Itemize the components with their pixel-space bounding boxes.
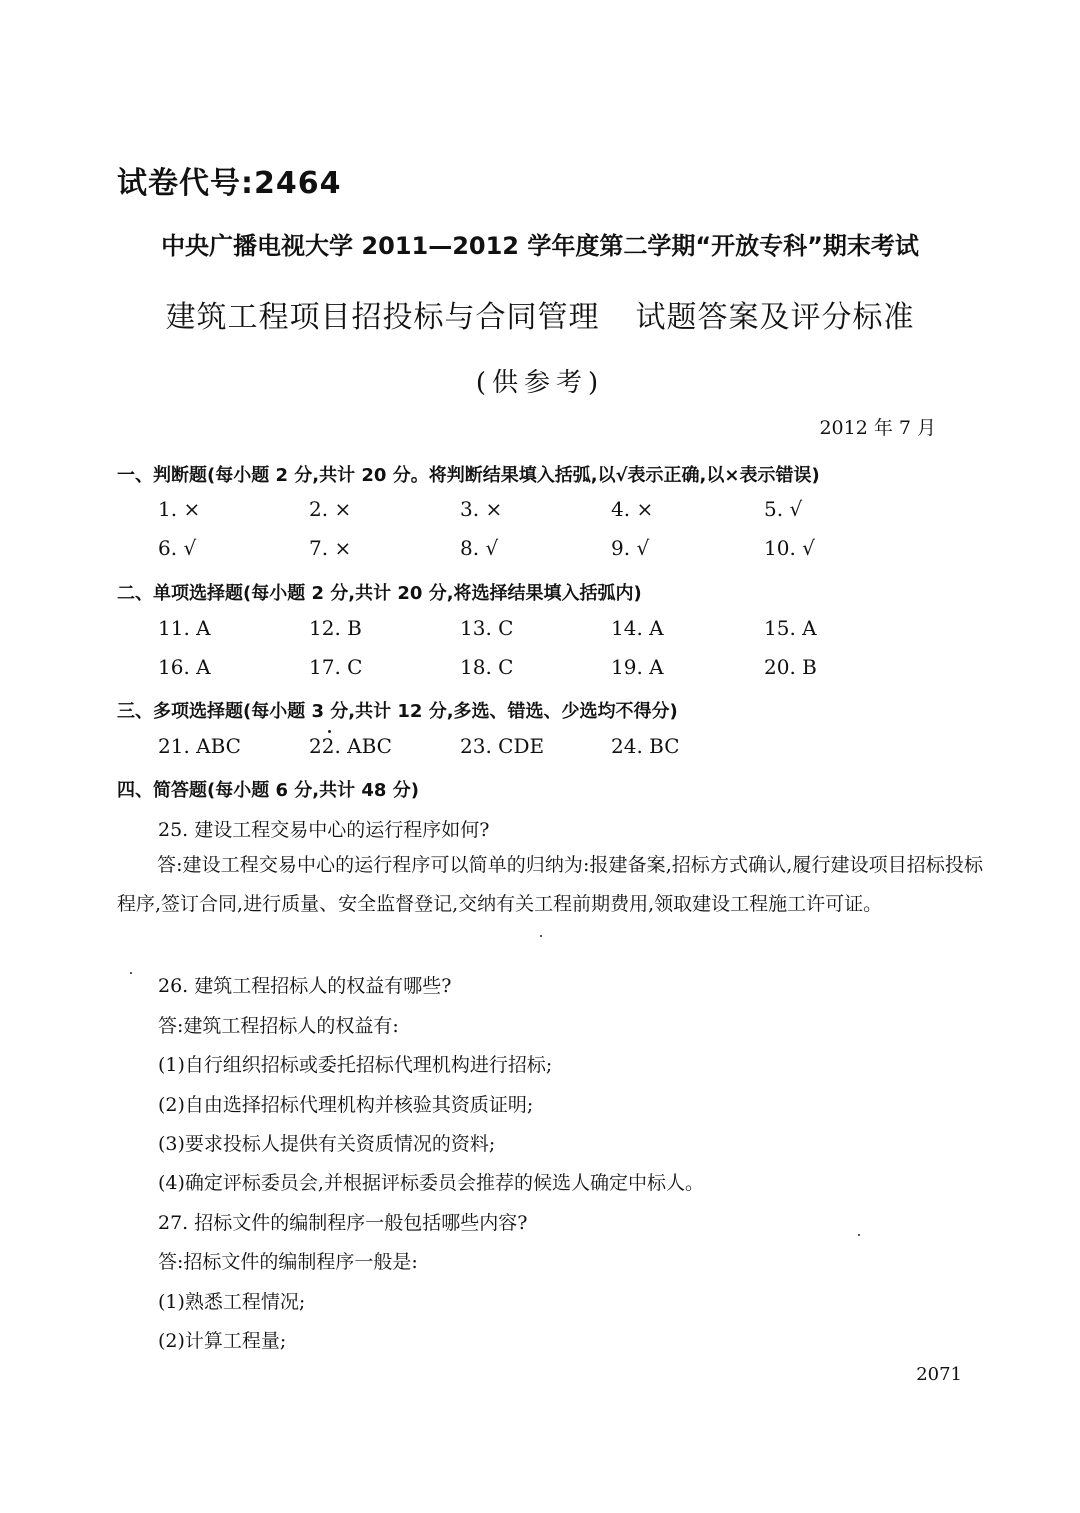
- answer-item: 2. ×: [309, 497, 352, 521]
- paper-code: 试卷代号:2464: [117, 166, 342, 201]
- answer-item: 5. √: [764, 497, 803, 521]
- course-title-line: [0, 292, 1080, 336]
- section-4-heading: 四、简答题(每小题 6 分,共计 48 分): [117, 780, 419, 801]
- question-26: 26. 建筑工程招标人的权益有哪些?: [158, 975, 452, 997]
- scan-speck: [328, 730, 331, 733]
- scan-speck: [858, 1234, 860, 1236]
- answer-25: 答:建设工程交易中心的运行程序可以简单的归纳为:报建备案,招标方式确认,履行建设项目招标投标程序,签订合同,进行质量、安全监督登记,交纳有关工程前期费用,领取建设工程施工许可证。: [117, 854, 983, 915]
- section-2-heading: 二、单项选择题(每小题 2 分,共计 20 分,将选择结果填入括弧内): [117, 583, 642, 604]
- answer-item: 19. A: [611, 655, 664, 679]
- answer-item: 13. C: [460, 616, 514, 640]
- page-number: 2071: [916, 1364, 962, 1385]
- course-title: 建筑工程项目招投标与合同管理: [165, 300, 600, 335]
- section-1-answers-row-2: [158, 536, 918, 564]
- answer-item: 16. A: [158, 655, 211, 679]
- section-3-answers-row-1: [158, 734, 918, 762]
- section-1-heading: 一、判断题(每小题 2 分,共计 20 分。将判断结果填入括弧,以√表示正确,以×表示错误): [117, 465, 820, 486]
- answer-item: 24. BC: [611, 734, 680, 758]
- answer-item: 23. CDE: [460, 734, 545, 758]
- answer-26-intro: 答:建筑工程招标人的权益有:: [158, 1015, 399, 1037]
- exam-date: 2012 年 7 月: [819, 417, 936, 439]
- scan-speck: [130, 972, 132, 974]
- answer-27-item: (1)熟悉工程情况;: [158, 1291, 306, 1313]
- section-2-answers-row-2: [158, 655, 918, 683]
- question-27: 27. 招标文件的编制程序一般包括哪些内容?: [158, 1212, 528, 1234]
- answer-item: 17. C: [309, 655, 363, 679]
- document-title: 试题答案及评分标准: [635, 300, 915, 335]
- section-1-answers-row-1: [158, 497, 918, 525]
- answer-item: 9. √: [611, 536, 650, 560]
- answer-item: 7. ×: [309, 536, 352, 560]
- answer-item: 14. A: [611, 616, 664, 640]
- answer-item: 12. B: [309, 616, 362, 640]
- answer-26-item: (2)自由选择招标代理机构并核验其资质证明;: [158, 1094, 534, 1116]
- school-exam-title: 中央广播电视大学 2011—2012 学年度第二学期“开放专科”期末考试: [161, 232, 919, 260]
- answer-27-item: (2)计算工程量;: [158, 1330, 287, 1352]
- answer-item: 22. ABC: [309, 734, 392, 758]
- answer-item: 8. √: [460, 536, 499, 560]
- section-2-answers-row-1: [158, 616, 918, 644]
- answer-26-item: (4)确定评标委员会,并根据评标委员会推荐的候选人确定中标人。: [158, 1172, 704, 1194]
- scan-speck: [540, 935, 542, 937]
- section-3-heading: 三、多项选择题(每小题 3 分,共计 12 分,多选、错选、少选均不得分): [117, 701, 678, 722]
- answer-item: 10. √: [764, 536, 815, 560]
- answer-27-intro: 答:招标文件的编制程序一般是:: [158, 1251, 418, 1273]
- question-25: 25. 建设工程交易中心的运行程序如何?: [158, 819, 490, 841]
- reference-note: (供参考): [475, 368, 605, 398]
- answer-item: 3. ×: [460, 497, 503, 521]
- answer-item: 1. ×: [158, 497, 201, 521]
- answer-26-item: (3)要求投标人提供有关资质情况的资料;: [158, 1133, 496, 1155]
- answer-item: 11. A: [158, 616, 211, 640]
- answer-item: 21. ABC: [158, 734, 241, 758]
- answer-item: 18. C: [460, 655, 514, 679]
- answer-item: 4. ×: [611, 497, 654, 521]
- answer-26-item: (1)自行组织招标或委托招标代理机构进行招标;: [158, 1054, 553, 1076]
- answer-item: 15. A: [764, 616, 817, 640]
- answer-item: 6. √: [158, 536, 197, 560]
- answer-item: 20. B: [764, 655, 817, 679]
